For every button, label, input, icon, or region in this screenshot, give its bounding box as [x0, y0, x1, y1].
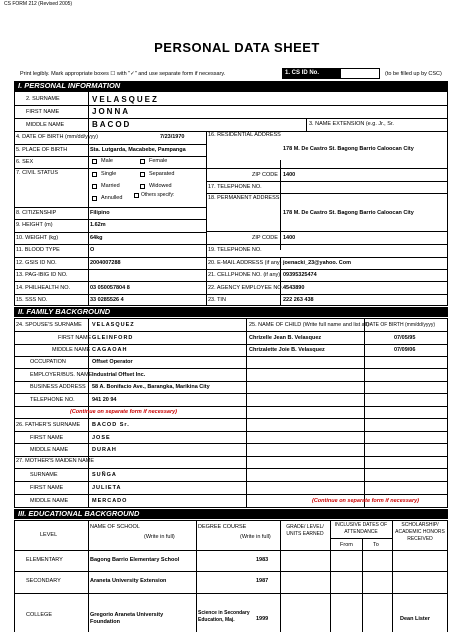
business-address-label: BUSINESS ADDRESS [30, 384, 86, 390]
child-dob-header: DATE OF BIRTH (mm/dd/yyyy) [366, 322, 435, 328]
first-name-label: FIRST NAME [26, 109, 60, 115]
widowed-checkbox[interactable] [140, 184, 145, 189]
mother-maiden-label: 27. MOTHER'S MAIDEN NAME [16, 458, 95, 464]
cellphone-field[interactable]: 09395325474 [283, 272, 317, 278]
spouse-middle-field[interactable]: CAGAOAH [92, 347, 128, 353]
residential-zip-field[interactable]: 1400 [283, 172, 296, 178]
agency-employee-field[interactable]: 4543890 [283, 285, 305, 291]
edu-college-level: COLLEGE [26, 612, 52, 618]
pob-label: 5. PLACE OF BIRTH [16, 147, 68, 153]
citizenship-label: 8. CITIZENSHIP [16, 210, 57, 216]
blood-type-label: 11. BLOOD TYPE [16, 247, 60, 253]
employer-field[interactable]: Industrial Offset Inc. [92, 372, 146, 378]
pob-field[interactable]: Sta. Lutgarda, Macabebe, Pampanga [90, 147, 186, 153]
widowed-label: Widowed [149, 183, 172, 189]
permanent-address-field[interactable]: 178 M. De Castro St. Bagong Barrio Caloocan City [283, 210, 414, 216]
section-family-header: II. FAMILY BACKGROUND [14, 307, 448, 317]
edu-secondary-school[interactable]: Araneta University Extension [90, 578, 167, 584]
agency-employee-label: 22. AGENCY EMPLOYEE NO. [208, 285, 284, 291]
grade-header: GRADE/ LEVEL/ UNITS EARNED [286, 524, 324, 537]
father-middle-field[interactable]: DURAH [92, 447, 117, 453]
male-label: Male [101, 158, 113, 164]
occupation-field[interactable]: Offset Operator [92, 359, 133, 365]
married-checkbox[interactable] [92, 184, 97, 189]
single-label: Single [101, 171, 117, 177]
dob-label: 4. DATE OF BIRTH (mm/dd/yyyy) [16, 134, 98, 140]
gsis-label: 12. GSIS ID NO. [16, 260, 57, 266]
continue-note-left: (Continue on separate form if necessary) [70, 409, 177, 415]
height-label: 9. HEIGHT (m) [16, 222, 53, 228]
height-field[interactable]: 1.62m [90, 222, 106, 228]
mother-surname-label: SURNAME [30, 472, 58, 478]
page-title: PERSONAL DATA SHEET [154, 40, 320, 55]
edu-elementary-level: ELEMENTARY [26, 557, 63, 563]
occupation-label: OCCUPATION [30, 359, 66, 365]
cs-id-field[interactable] [340, 68, 380, 79]
degree-note: (Write in full) [240, 534, 271, 540]
father-middle-label: MIDDLE NAME [30, 447, 69, 453]
residential-address-field[interactable]: 178 M. De Castro St. Bagong Barrio Caloocan City [283, 146, 414, 152]
telephone-1-label: 17. TELEPHONE NO. [208, 184, 262, 190]
child-1-name[interactable]: Chrizelle Jean B. Velasquez [249, 335, 322, 341]
female-checkbox[interactable] [140, 159, 145, 164]
mother-first-field[interactable]: JULIETA [92, 485, 122, 491]
tin-field[interactable]: 222 263 438 [283, 297, 314, 303]
single-checkbox[interactable] [92, 172, 97, 177]
edu-secondary-level: SECONDARY [26, 578, 61, 584]
first-name-field[interactable]: JONNA [92, 107, 131, 116]
edu-college-school[interactable]: Gregorio Araneta University Foundation [90, 612, 164, 625]
others-label: Others specify: [141, 192, 175, 198]
philhealth-label: 14. PHILHEALTH NO. [16, 285, 70, 291]
others-checkbox[interactable] [134, 193, 139, 198]
section-personal-header: I. PERSONAL INFORMATION [14, 81, 448, 91]
blood-type-field[interactable]: O [90, 247, 95, 253]
mother-first-label: FIRST NAME [30, 485, 64, 491]
continue-note-right: (Continue on separate form if necessary) [312, 498, 419, 504]
sss-label: 15. SSS NO. [16, 297, 48, 303]
spouse-surname-field[interactable]: VELASQUEZ [92, 322, 135, 328]
philhealth-field[interactable]: 03 050057804 8 [90, 285, 130, 291]
pagibig-label: 13. PAG-IBIG ID NO. [16, 272, 68, 278]
annulled-checkbox[interactable] [92, 196, 97, 201]
permanent-zip-label: ZIP CODE [252, 235, 278, 241]
female-label: Female [149, 158, 168, 164]
citizenship-field[interactable]: Filipino [90, 210, 110, 216]
surname-field[interactable]: VELASQUEZ [92, 95, 159, 104]
telephone-2-label: 19. TELEPHONE NO. [208, 247, 262, 253]
spouse-middle-label: MIDDLE NAME [52, 347, 91, 353]
gsis-field[interactable]: 2004007288 [90, 260, 121, 266]
residential-zip-label: ZIP CODE [252, 172, 278, 178]
dates-header: INCLUSIVE DATES OF ATTENDANCE [334, 522, 388, 535]
annulled-label: Annulled [101, 195, 123, 201]
spouse-telephone-field[interactable]: 941 20 94 [92, 397, 117, 403]
spouse-telephone-label: TELEPHONE NO. [30, 397, 75, 403]
edu-college-year[interactable]: 1999 [256, 616, 269, 622]
children-header: 25. NAME OF CHILD (Write full name and list all) [249, 322, 370, 328]
mother-middle-field[interactable]: MERCADO [92, 498, 128, 504]
father-first-label: FIRST NAME [30, 435, 64, 441]
separated-label: Separated [149, 171, 175, 177]
from-header: From [340, 542, 353, 548]
child-2-name[interactable]: Chrizalette Joie B. Velasquez [249, 347, 325, 353]
dob-field[interactable]: 7/23/1970 [160, 134, 185, 140]
edu-elementary-year[interactable]: 1983 [256, 557, 269, 563]
surname-label: 2. SURNAME [26, 96, 60, 102]
school-note: (Write in full) [144, 534, 175, 540]
father-surname-label: 26. FATHER'S SURNAME [16, 422, 81, 428]
school-header: NAME OF SCHOOL [90, 524, 140, 530]
middle-name-field[interactable]: BACOD [92, 120, 132, 129]
honors-header: SCHOLARSHIP/ ACADEMIC HONORS RECEIVED [395, 522, 445, 542]
spouse-first-field[interactable]: GLEINFORD [92, 335, 134, 341]
spouse-first-label: FIRST NAME [58, 335, 92, 341]
cellphone-label: 21. CELLPHONE NO. (if any) [208, 272, 281, 278]
child-2-dob[interactable]: 07/09/06 [394, 347, 416, 353]
section-education-header: III. EDUCATIONAL BACKGROUND [14, 509, 448, 519]
instructions-note: Print legibly. Mark appropriate boxes ☐ with "✓" and use separate form if necessary. [20, 71, 226, 77]
edu-elementary-school[interactable]: Bagong Barrio Elementary School [90, 557, 180, 563]
form-id: CS FORM 212 (Revised 2005) [4, 1, 73, 7]
separated-checkbox[interactable] [140, 172, 145, 177]
child-1-dob[interactable]: 07/05/95 [394, 335, 416, 341]
business-address-field[interactable]: 58 A. Bonifacio Ave., Barangka, Marikina City [92, 384, 210, 390]
name-extension-label: 3. NAME EXTENSION (e.g. Jr., Sr. [309, 121, 394, 127]
middle-name-label: MIDDLE NAME [26, 122, 65, 128]
sss-field[interactable]: 33 0285526 4 [90, 297, 124, 303]
civil-status-label: 7. CIVIL STATUS [16, 170, 59, 176]
mother-middle-label: MIDDLE NAME [30, 498, 69, 504]
sex-label: 6. SEX [16, 159, 34, 165]
married-label: Married [101, 183, 120, 189]
degree-header: DEGREE COURSE [198, 524, 247, 530]
edu-college-honors[interactable]: Dean Lister [400, 616, 430, 622]
to-header: To [373, 542, 379, 548]
father-surname-field[interactable]: BACOD Sr. [92, 422, 130, 428]
edu-college-degree[interactable]: Science in Secondary Education, Maj. [198, 610, 250, 623]
male-checkbox[interactable] [92, 159, 97, 164]
residential-address-label: 16. RESIDENTIAL ADDRESS [208, 132, 281, 138]
spouse-surname-label: 24. SPOUSE'S SURNAME [16, 322, 82, 328]
employer-label: EMPLOYER/BUS. NAME [30, 372, 93, 378]
permanent-zip-field[interactable]: 1400 [283, 235, 296, 241]
weight-label: 10. WEIGHT (kg) [16, 235, 59, 241]
edu-secondary-year[interactable]: 1987 [256, 578, 269, 584]
email-label: 20. E-MAIL ADDRESS (if any) [208, 260, 282, 266]
level-header: LEVEL [40, 532, 58, 538]
weight-field[interactable]: 64kg [90, 235, 103, 241]
cs-id-label: 1. CS ID No. [282, 68, 340, 79]
mother-surname-field[interactable]: SUÑGA [92, 472, 117, 478]
father-first-field[interactable]: JOSE [92, 435, 111, 441]
to-be-filled-note: (to be filled up by CSC) [385, 71, 442, 77]
permanent-address-label: 18. PERMANENT ADDRESS [208, 195, 280, 201]
tin-label: 23. TIN [208, 297, 226, 303]
email-field[interactable]: joenacki_23@yahoo. Com [283, 260, 352, 266]
